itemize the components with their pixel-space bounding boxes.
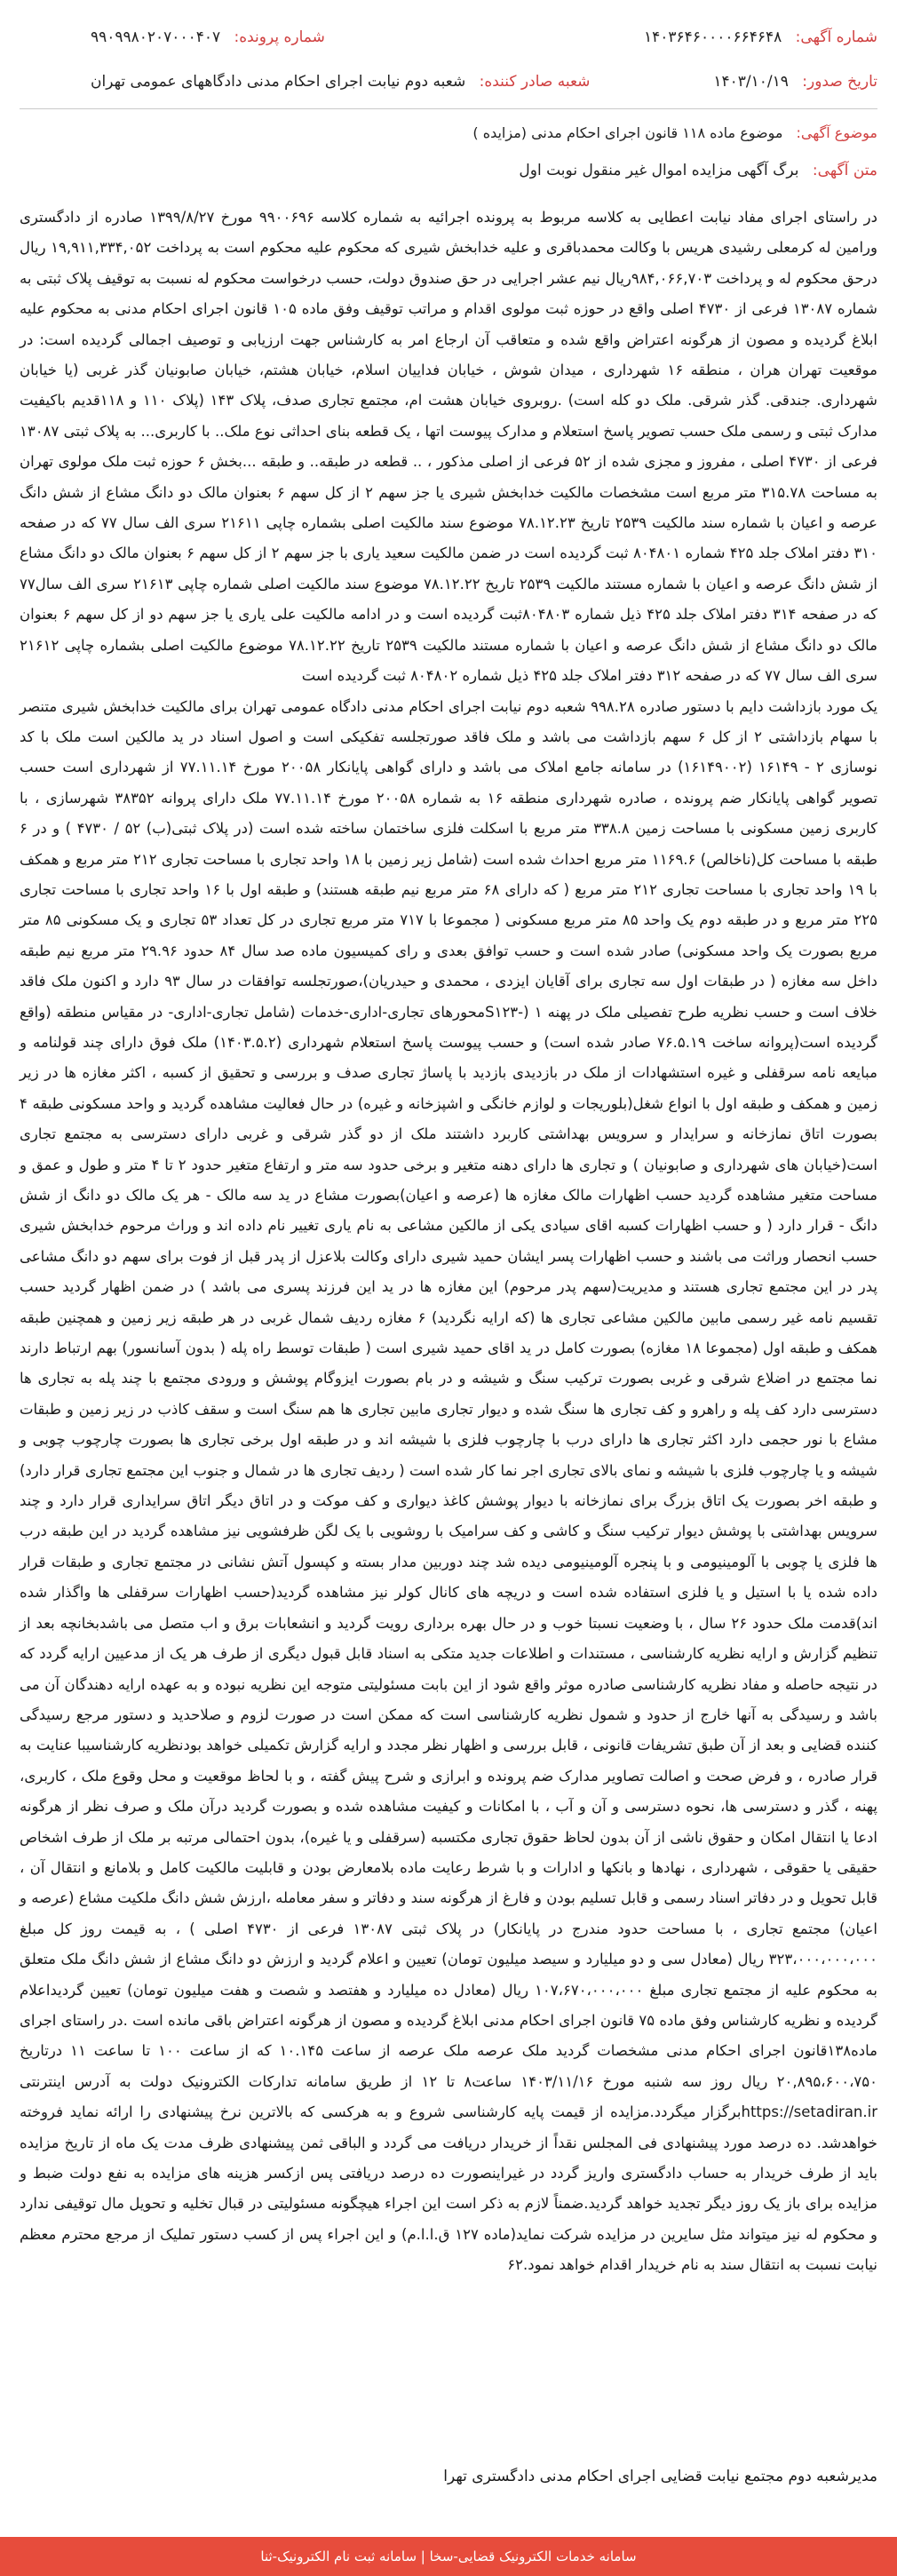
signature-line: مدیرشعبه دوم مجتمع نیابت قضایی اجرای احکام مدنی دادگستری تهرا: [443, 2468, 877, 2485]
ad-metadata: [20, 20, 877, 99]
issuer-value: شعبه دوم نیابت اجرای احکام مدنی دادگاههای عمومی تهران: [91, 73, 466, 91]
ad-text-title: برگ آگهی مزایده اموال غیر منقول نوبت اول: [519, 162, 799, 179]
case-number-field: [91, 28, 325, 46]
issue-date-field: [713, 73, 877, 91]
body-paragraph: در راستای اجرای مفاد نیابت اعطایی به کلاسه مربوط به پرونده اجرائیه به شماره کلاسه ۹۹۰۰۶۹۶ مورخ ۱۳۹۹/۸/۲۷ صادره از دادگستری ورامین له کرمعلی رشیدی هریس با وکالت محمدباقری و علیه خدابخش شیری که محکوم علیه محکوم است به پرداخت ۱۹,۹۱۱,۳۳۴,۰۵۲ ریال درحق محکوم له و پرداخت ۹۸۴,۰۶۶,۷۰۳ریال نیم عشر اجرایی در حق صندوق دولت، حسب درخواست محکوم له نسبت به توقیف پلاک ثبتی به شماره ۱۳۰۸۷ فرعی از ۴۷۳۰ اصلی واقع در حوزه ثبت مولوی اقدام و مراتب توقیف وفق ماده ۱۰۵ قانون اجرای احکام مدنی به محکوم علیه ابلاغ گردیده و مصون از هرگونه اعتراض واقع شده و متعاقب آن ارجاع امر به کارشناس جهت ارزیابی و توصیف اجمالی گردیده است: در موقعیت تهران هران ، منطقه ۱۶ شهرداری ، میدان شوش ، خیابان فداییان اسلام، خیابان هشتم، خیابان صابونیان گذر غربی (یا خیابان شهرداری. جندقی. گذر شرقی. ملک دو کله است) .روبروی خیابان هشت ام، مجتمع تجاری صدف، پلاک ۱۴۳ (پلاک ۱۱۰ و ۱۱۸قدیم باکیفیت مدارک ثبتی و رسمی ملک حسب تصویر پاسخ استعلام و مدارک پیوست اتها ، یک قطعه بنای احداثی نوع ملک.. با کاربری... به پلاک ثبتی ۱۳۰۸۷ فرعی از ۴۷۳۰ اصلی ، مفروز و مجزی شده از ۵۲ فرعی از اصلی مذکور ، .. قطعه در طبقه.. و طبقه ...بخش ۶ حوزه ثبت ملک مولوی تهران به مساحت ۳۱۵.۷۸ متر مربع است مشخصات مالکیت خدابخش شیری یا جز سهم ۲ از کل سهم ۶ بعنوان مالک دو دانگ مشاع از شش دانگ عرصه و اعیان با شماره سند مالکیت ۲۵۳۹ تاریخ ۷۸.۱۲.۲۳ موضوع سند مالکیت اصلی بشماره چاپی ۲۱۶۱۱ سری الف سال ۷۷ که در صفحه ۳۱۰ دفتر املاک جلد ۴۲۵ شماره ۸۰۴۸۰۱ ثبت گردیده است در ضمن مالکیت سعید یاری با جز سهم ۲ از کل سهم ۶ بعنوان مالک دو دانگ مشاع از شش دانگ عرصه و اعیان با شماره مستند مالکیت ۲۵۳۹ تاریخ ۷۸.۱۲.۲۲ موضوع سند مالکیت اصلی شماره چاپی ۲۱۶۱۳ سری الف سال۷۷ که در صفحه ۳۱۴ دفتر املاک جلد ۴۲۵ ذیل شماره ۸۰۴۸۰۳ثبت گردیده است و در ادامه مالکیت علی یاری یا جز سهم دو از کل سهم ۶ بعنوان مالک دو دانگ مشاع از شش دانگ عرصه و اعیان با شماره مستند مالکیت ۲۵۳۹ تاریخ ۷۸.۱۲.۲۲ موضوع مالکیت اصلی بشماره چاپی ۲۱۶۱۲ سری الف سال ۷۷ که در صفحه ۳۱۲ دفتر املاک جلد ۴۲۵ ذیل شماره ۸۰۴۸۰۲ ثبت گردیده است: [20, 209, 878, 685]
issue-date-value: ۱۴۰۳/۱۰/۱۹: [713, 73, 789, 91]
issue-date-label: تاریخ صدور:: [802, 73, 877, 91]
meta-row-issue: [20, 73, 877, 101]
ad-body: [20, 203, 877, 2281]
footer-links[interactable]: سامانه خدمات الکترونیک قضایی-سخا | سامانه ثبت نام الکترونیک-ثنا: [260, 2548, 637, 2564]
subject-label: موضوع آگهی:: [796, 124, 877, 141]
footer-bar: [0, 2537, 897, 2576]
ad-number-value: ۱۴۰۳۶۴۶۰۰۰۰۶۶۴۶۴۸: [644, 28, 782, 46]
body-paragraph: یک مورد بازداشت دایم با دستور صادره ۹۹۸.۲۸ شعبه دوم نیابت اجرای احکام مدنی دادگاه عمومی تهران برای مالکیت خدابخش شیری متنصر با سهام بازداشتی ۲ از کل ۶ سهم بازداشت می باشد و ملک فاقد صورتجلسه تفکیکی است و اصول اسناد در ید مالکین است ملک با کد نوسازی ۲ - ۱۶۱۴۹ (۱۶۱۴۹۰۰۲) در سامانه جامع املاک می باشد و دارای گواهی پایانکار ۲۰۰۵۸ مورخ ۷۷.۱۱.۱۴ از شهرداری است حسب تصویر گواهی پایانکار ضم پرونده ، صادره شهرداری منطقه ۱۶ به شماره ۲۰۰۵۸ مورخ ۷۷.۱۱.۱۴ ملک دارای پروانه ۳۸۳۵۲ شهرسازی ، با کاربری زمین مسکونی با مساحت زمین ۳۳۸.۸ متر مربع با اسکلت فلزی ساختمان ساخته شده است (در پلاک ثبتی(ب) ۵۲ / ۴۷۳۰ ) و در ۶ طبقه با مساحت کل(ناخالص) ۱۱۶۹.۶ متر مربع احداث شده است (شامل زیر زمین با ۱۸ واحد تجاری با مساحت تجاری ۲۱۲ متر مربع و همکف با ۱۹ واحد تجاری با مساحت تجاری ۲۱۲ متر مربع ( که دارای ۶۸ متر مربع نیم طبقه هستند) و طبقه اول با ۱۶ واحد تجاری با مساحت تجاری ۲۲۵ متر مربع و در طبقه دوم یک واحد ۸۵ متر مربع مسکونی ( مجموعا با ۷۱۷ متر مربع تجاری در کل تعداد ۵۳ تجاری و یک مسکونی ۸۵ متر مربع بصورت یک واحد مسکونی) صادر شده است و حسب توافق بعدی و رای کمیسیون ماده صد سال ۸۴ حدود ۲۹.۹۶ متر مربع نیم طبقه داخل سه مغازه ( در طبقات اول سه تجاری برای آقایان ایزدی ، محمدی و حیدریان)،صورتجلسه توافقات در سال ۹۳ دارد و اکنون ملک فاقد خلاف است و حسب نظریه طرح تفصیلی ملک در پهنه ۱ (-S۱۲۳محورهای تجاری-اداری-خدمات (شامل تجاری-اداری- در مقیاس منطقه (واقع گردیده است(پروانه ساخت ۷۶.۵.۱۹ صادر شده است) و حسب پیوست پاسخ استعلام شهرداری (۱۴۰۳.۵.۲) ملک فوق دارای چند قولنامه و مبایعه نامه سرقفلی و غیره استشهادات از ملک در بازدیدی بازدید با پاساژ تجاری صدف و بررسی و تحقیق از کسبه ، اکثر مغازه ها در زیر زمین و همکف و طبقه اول با انواع شغل(بلوریجات و لوازم خانگی و اشپزخانه و غیره) در حال فعالیت مشاهده گردید و واحد مسکونی طبقه ۴ بصورت اتاق نمازخانه و سرایدار و سرویس بهداشتی کاربرد داشتند ملک از دو گذر شرقی و غربی دارای دسترسی به مجتمع تجاری است(خیابان های شهرداری و صابونیان ) و تجاری ها دارای دهنه متغیر و برخی حدود سه متر و ارتفاع متغیر حدود ۲ تا ۴ متر و طول و عمق و مساحت متغیر مشاهده گردید حسب اظهارات مالک مغازه ها (عرصه و اعیان)بصورت مشاع در ید سه مالک - هر یک مالک دو دانگ از شش دانگ - قرار دارد ( و حسب اظهارات کسبه اقای سیادی یکی از مالکین مشاعی به نام یاری تغییر نام داده اند و وراث مرحوم خدابخش شیری حسب انحصار وراثت می باشند و حسب اظهارات پسر ایشان حمید شیری دارای وکالت بلاعزل از پدر قبل از فوت برای سهم دو دانگ مشاعی پدر در این مجتمع تجاری هستند و مدیریت(سهم پدر مرحوم) این مغازه ها در ید این فرزند پسری می باشد ) در ضمن اظهار گردید حسب تقسیم نامه غیر رسمی مابین مالکین مشاعی تجاری ها (که ارایه نگردید) ۶ مغازه ردیف شمال غربی در هر طبقه زیر زمین و همچنین طبقه همکف و طبقه اول (مجموعا ۱۸ مغازه) بصورت کامل در ید اقای حمید شیری است ( طبقات توسط راه پله ( بدون آسانسور) بهم ارتباط دارند نما مجتمع در اضلاع شرقی و غربی بصورت ترکیب سنگ و شیشه و در بام بصورت ایزوگام پوشش و ورودی مجتمع با چند پله به تجاری ها دسترسی دارد کف پله و راهرو و کف تجاری ها سنگ شده و دیوار تجاری مابین تجاری ها هم سنگ است و سقف کاذب در زیر زمین و طبقات مشاع با نور حجمی دارد اکثر تجاری ها دارای درب با چارچوب فلزی با شیشه اند و در طبقه اول برخی تجاری ها بصورت چارچوب چوبی و شیشه و یا چارچوب فلزی با شیشه و نمای بالای تجاری اجر نما کار شده است ( ردیف تجاری ها در شمال و جنوب این مجتمع تجاری قرار دارد) و طبقه اخر بصورت یک اتاق بزرگ برای نمازخانه با دیوار پوشش کاغذ دیواری و کف موکت و در اتاق دیگر اتاق سرایداری قرار دارد و چند سرویس بهداشتی با پوشش دیوار ترکیب سنگ و کاشی و کف سرامیک با روشویی با یک لگن ظرفشویی نیز مشاهده گردید در این طبقه درب ها فلزی یا چوبی با آلومینیومی و با پنجره آلومینیومی دیده شد چند دوربین مدار بسته و کپسول آتش نشانی در مجتمع تجاری و طبقات قرار داده شده یا با استیل و یا فلزی استفاده شده است و دریچه های کانال کولر نیز مشاهده گردید(حسب اظهارات سرقفلی ها واگذار شده اند)قدمت ملک حدود ۲۶ سال ، با وضعیت نسبتا خوب و در حال بهره برداری رویت گردید و انشعابات برق و اب متصل می باشدبخانچه بعد از تنظیم گزارش و ارایه نظریه کارشناسی ، مستندات و اطلاعات جدید متکی به اسناد قابل قبول دیگری از طرف هر یک از مدعیین ارایه گردد که در نتیجه حاصله و مفاد نظریه کارشناسی صادره موثر واقع شود از این بابت مسئولیتی متوجه این نظریه نبوده و به عهده ارایه دهندگان آن می باشد و رسیدگی به آنها خارج از حدود و شمول نظریه کارشناسی است که ممکن است در صورت لزوم و صلاحدید و دستور مرجع رسیدگی کننده قضایی و بعد از آن طبق تشریفات قانونی ، قابل بررسی و اظهار نظر مجدد و ارایه گزارش تکمیلی خواهد بودنظریه کارشناسیبا عنایت به قرار صادره ، و فرض صحت و اصالت تصاویر مدارک ضم پرونده و ابرازی و شرح پیش گفته ، و با لحاظ موقعیت و محل وقوع ملک ، کاربری، پهنه ، گذر و دسترسی ها، نحوه دسترسی و آن و آب ، با امکانات و کیفیت مشاهده شده و بصورت گردید درآن ملک و صرف نظر از هرگونه ادعا یا انتقال امکان و حقوق ناشی از آن بدون لحاظ حقوق تجاری مکتسبه (سرقفلی و یا غیره)، بدون احتمالی مرتبه بر ملک از طرف اشخاص حقیقی یا حقوقی ، شهرداری ، نهادها و بانکها و ادارات و با شرط رعایت ماده بلامعارض بودن و قابلیت مالکیت کامل و بلامانع و انتقال آن ، قابل تحویل و در دفاتر اسناد رسمی و قابل تسلیم بودن و فارغ از هرگونه سند و دفاتر و سفر معامله ،ارزش شش دانگ ملکیت مشاع (عرصه و اعیان) مجتمع تجاری ، با مساحت حدود مندرج در پایانکار) در پلاک ثبتی ۱۳۰۸۷ فرعی از ۴۷۳۰ اصلی ) ، به قیمت روز کل مبلغ ۳۲۳،۰۰۰،۰۰۰،۰۰۰ ریال (معادل سی و دو میلیارد و سیصد میلیون تومان) تعیین و اعلام گردید و ارزش دو دانگ مشاع از شش دانگ ملک متعلق به محکوم علیه از مجتمع تجاری مبلغ ۱۰۷،۶۷۰،۰۰۰،۰۰۰ ریال (معادل ده میلیارد و هفتصد و شصت و هفت میلیون تومان) تعیین گردیداعلام گردیده و نظریه کارشناس وفق ماده ۷۵ قانون اجرای احکام مدنی ابلاغ گردیده و مصون از هرگونه اعتراض باقی مانده است .در راستای اجرای ماده۱۳۸قانون اجرای احکام مدنی مشخصات گردید ملک عرصه ملک عرصه از ساعت ۱۰.۱۴۵ که از ساعت ۱۰۰ تا ساعت ۱۱ درتاریخ ۲۰,۸۹۵،۶۰۰،۷۵۰ ریال روز سه شنبه مورخ ۱۴۰۳/۱۱/۱۶ ساعت۸ تا ۱۲ از طریق سامانه تدارکات الکترونیک دولت به آدرس اینترنتی https://setadiran.irبرگزار میگردد.مزایده از قیمت پایه کارشناسی شروع و به هرکسی که بالاترین نرخ پیشنهادی را ارائه نماید فروخته خواهدشد. ده درصد مورد پیشنهادی فی المجلس نقداً از خریدار دریافت می گردد و الباقی ثمن پیشنهادی ظرف مدت یک ماه از تاریخ مزایده باید از طرف خریدار به حساب دادگستری واریز گردد در غیراینصورت ده درصد دریافتی پس ازکسر هزینه های مزایده به نفع دولت ضبط و مزایده برای باز یک روز دیگر تجدید خواهد گردید.ضمناً لازم به ذکر است این اجراء هیچگونه مسئولیتی در قبال تخلیه و تحویل مال توقیفی ندارد و محکوم له نیز میتواند مثل سایرین در مزایده شرکت نماید(ماده ۱۲۷ ق.ا.ا.م) و این اجراء پس از کسب دستور تملیک از مرجع محترم معظم نیابت نسبت به انتقال سند به نام خریدار اقدام خواهد نمود.۶۲: [20, 697, 878, 2274]
ad-number-field: [644, 28, 877, 46]
ad-text-heading: [20, 162, 877, 179]
meta-row-numbers: [20, 28, 877, 57]
header-divider: [20, 108, 877, 109]
ad-text-label: متن آگهی:: [812, 162, 877, 179]
case-number-label: شماره پرونده:: [234, 28, 325, 46]
case-number-value: ۹۹۰۹۹۸۰۲۰۷۰۰۰۴۰۷: [91, 28, 221, 46]
issuer-field: [91, 73, 590, 91]
ad-number-label: شماره آگهی:: [795, 28, 877, 46]
ad-subject: [20, 124, 877, 141]
subject-value: موضوع ماده ۱۱۸ قانون اجرای احکام مدنی (مزایده ): [472, 124, 783, 141]
issuer-label: شعبه صادر کننده:: [479, 73, 591, 91]
